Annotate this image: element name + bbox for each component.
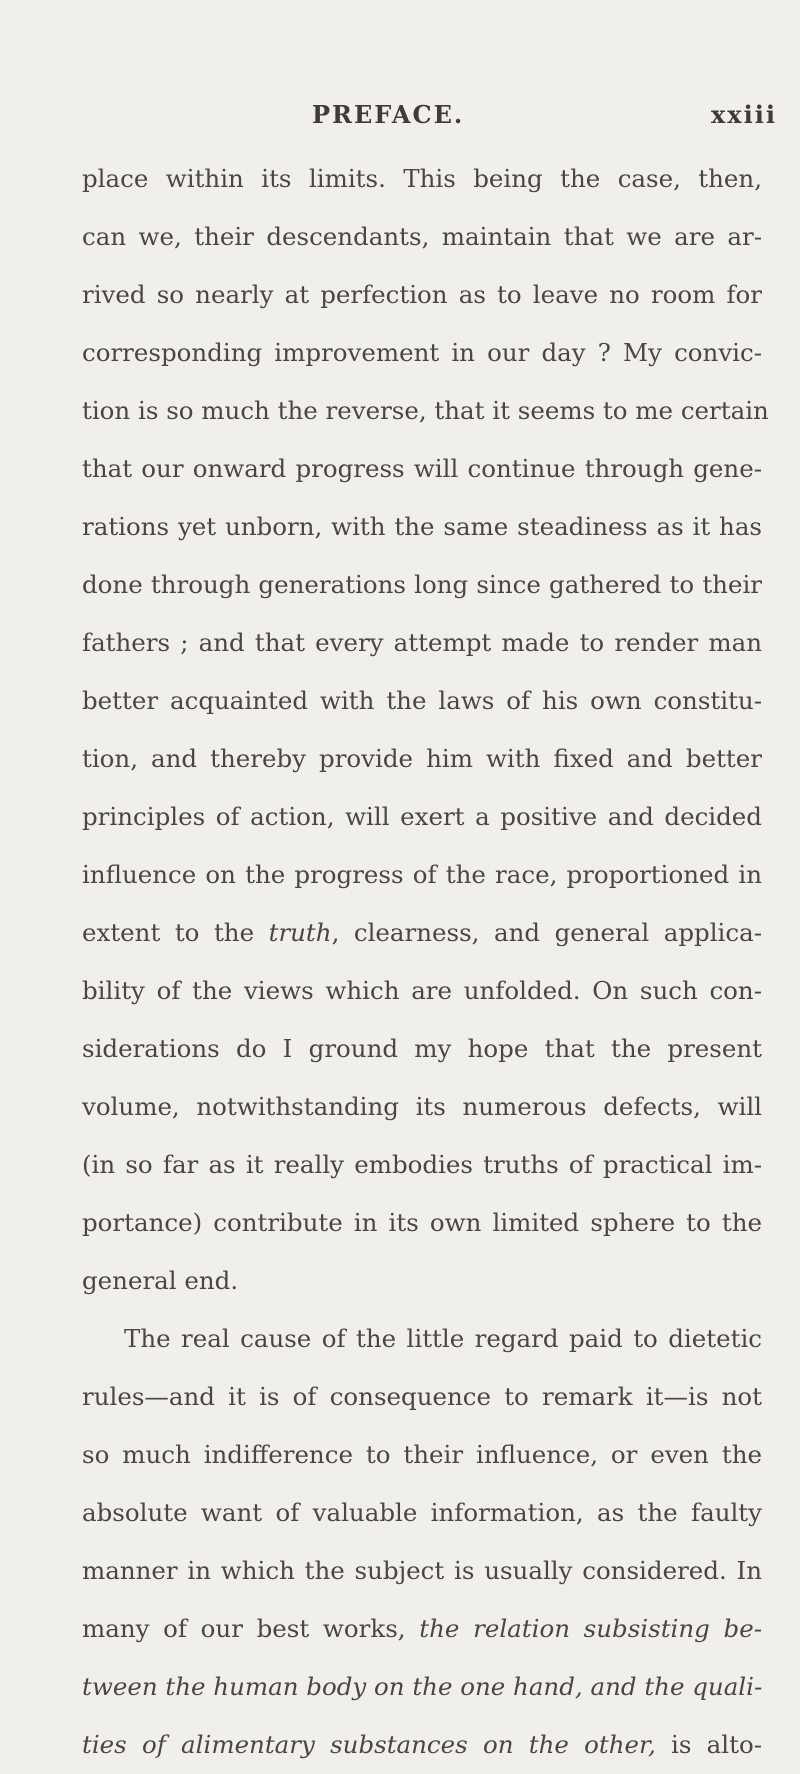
text-line: rules—and it is of consequence to remark it—is not: [82, 1382, 762, 1411]
text-line: rations yet unborn, with the same steadiness as it has: [82, 512, 762, 541]
text-line: principles of action, will exert a positive and decided: [82, 802, 762, 831]
text-line: done through generations long since gathered to their: [82, 570, 762, 599]
text-line: corresponding improvement in our day ? My convic-: [82, 338, 762, 367]
text-line: rived so nearly at perfection as to leave no room for: [82, 280, 762, 309]
text-line: The real cause of the little regard paid to dietetic: [124, 1324, 762, 1353]
text-line: bility of the views which are unfolded. On such con-: [82, 976, 762, 1005]
text-line: that our onward progress will continue through gene-: [82, 454, 762, 483]
text-line: (in so far as it really embodies truths of practical im-: [82, 1150, 762, 1179]
text-line: tween the human body on the one hand, and the quali-: [82, 1672, 763, 1701]
text-line: can we, their descendants, maintain that we are ar-: [82, 222, 762, 251]
text-line: absolute want of valuable information, as the faulty: [82, 1498, 762, 1527]
text-line: extent to the truth, clearness, and general applica-: [82, 918, 762, 947]
text-line: better acquainted with the laws of his own constitu-: [82, 686, 762, 715]
text-line: manner in which the subject is usually considered. In: [82, 1556, 762, 1585]
text-line: place within its limits. This being the case, then,: [82, 164, 762, 193]
text-line: portance) contribute in its own limited sphere to the: [82, 1208, 762, 1237]
text-line: influence on the progress of the race, proportioned in: [82, 860, 762, 889]
page-number: xxiii: [711, 100, 777, 129]
text-line: ties of alimentary substances on the other, is alto-: [82, 1730, 762, 1759]
running-title: PREFACE.: [312, 100, 465, 129]
text-line: tion is so much the reverse, that it seems to me certain: [82, 396, 769, 425]
text-line: tion, and thereby provide him with fixed and better: [82, 744, 762, 773]
text-line: general end.: [82, 1266, 239, 1295]
running-header: [0, 100, 800, 140]
text-line: so much indifference to their influence, or even the: [82, 1440, 762, 1469]
text-line: siderations do I ground my hope that the present: [82, 1034, 762, 1063]
body-text: [82, 150, 769, 1774]
text-line: fathers ; and that every attempt made to render man: [82, 628, 762, 657]
text-line: many of our best works, the relation subsisting be-: [82, 1614, 762, 1643]
text-line: volume, notwithstanding its numerous defects, will: [82, 1092, 762, 1121]
